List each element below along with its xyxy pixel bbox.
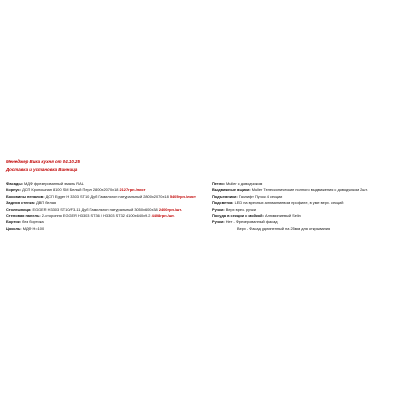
spec-row	[212, 226, 398, 232]
spec-value: 2-стороння EGGER H3303 ST36 / H3303 ST32 4100х640х9.2	[41, 213, 151, 219]
spec-label: Бортик:	[6, 219, 22, 225]
spec-price: 5405грн./лист	[169, 193, 196, 199]
spec-price: 2400грн./шт.	[158, 206, 182, 212]
spec-label: Боковины пеналов:	[6, 193, 45, 199]
spec-label: Петли:	[212, 181, 225, 186]
spec-value: без бортика	[22, 219, 44, 225]
spec-label: Выдвижные ящики:	[212, 187, 251, 193]
spec-price: 2127грн./лист	[119, 187, 146, 193]
manager-line: Менеджер Вика кухня от 04.10.25	[6, 159, 80, 164]
spec-label: Подсветка:	[212, 200, 234, 206]
spec-label: Фасады:	[6, 181, 23, 186]
spec-value: Газлифт Пучок 4 секции	[238, 193, 283, 199]
spec-value: Верх - Фасад удлиненный на 25мм для открывания	[237, 225, 331, 231]
spec-price: 4408грн./шт.	[151, 213, 175, 219]
spec-column-left	[6, 181, 204, 232]
spec-label: Ручки:	[212, 219, 225, 225]
spec-row	[6, 226, 204, 232]
spec-value: МДФ Н=100	[22, 225, 45, 231]
spec-label: Ручки:	[212, 206, 225, 212]
spec-column-right	[212, 181, 398, 232]
spec-value: ДСП Кроношпан 8100 SM Белый Перл 2800х2070х18	[22, 187, 119, 193]
spec-value: Нет - Фрезерованный фасад	[225, 219, 278, 225]
spec-label: Корпус:	[6, 187, 22, 193]
spec-label: Стеновая панель:	[6, 213, 41, 219]
spec-value: Muller Телескопические полного выдвижения с доводчиком 2шт.	[251, 187, 368, 193]
spec-label: Столешница:	[6, 206, 32, 212]
spec-value: LED на врезных алюминиевом профиле, в уме верх. секций	[234, 200, 344, 206]
spec-label: Подъемники:	[212, 193, 238, 199]
spec-label: Посуда в секции с мойкой:	[212, 213, 264, 219]
delivery-line: Доставка и установка Винница	[6, 167, 78, 172]
spec-value: Алюминиевый Selin	[264, 213, 301, 219]
spec-label: Задняя стенка:	[6, 200, 36, 206]
spec-value: EGGER H3303 ST10/F3-11 Дуб Гамильтон натуральный 3050х600х38	[32, 206, 158, 212]
spec-value: Верх врез. ручки	[225, 206, 256, 212]
spec-value: МДФ фрезерованный эмаль RAL	[24, 181, 84, 186]
spec-label: Цоколь:	[6, 225, 22, 231]
spec-value: Muller с доводчиком	[226, 181, 263, 186]
spec-value: ДСП Egger H 3303 ST10 Дуб Гамильтон натуральный 2800х2070х18	[45, 193, 169, 199]
spec-value: ДВП белая	[36, 200, 57, 206]
order-header	[6, 158, 80, 174]
